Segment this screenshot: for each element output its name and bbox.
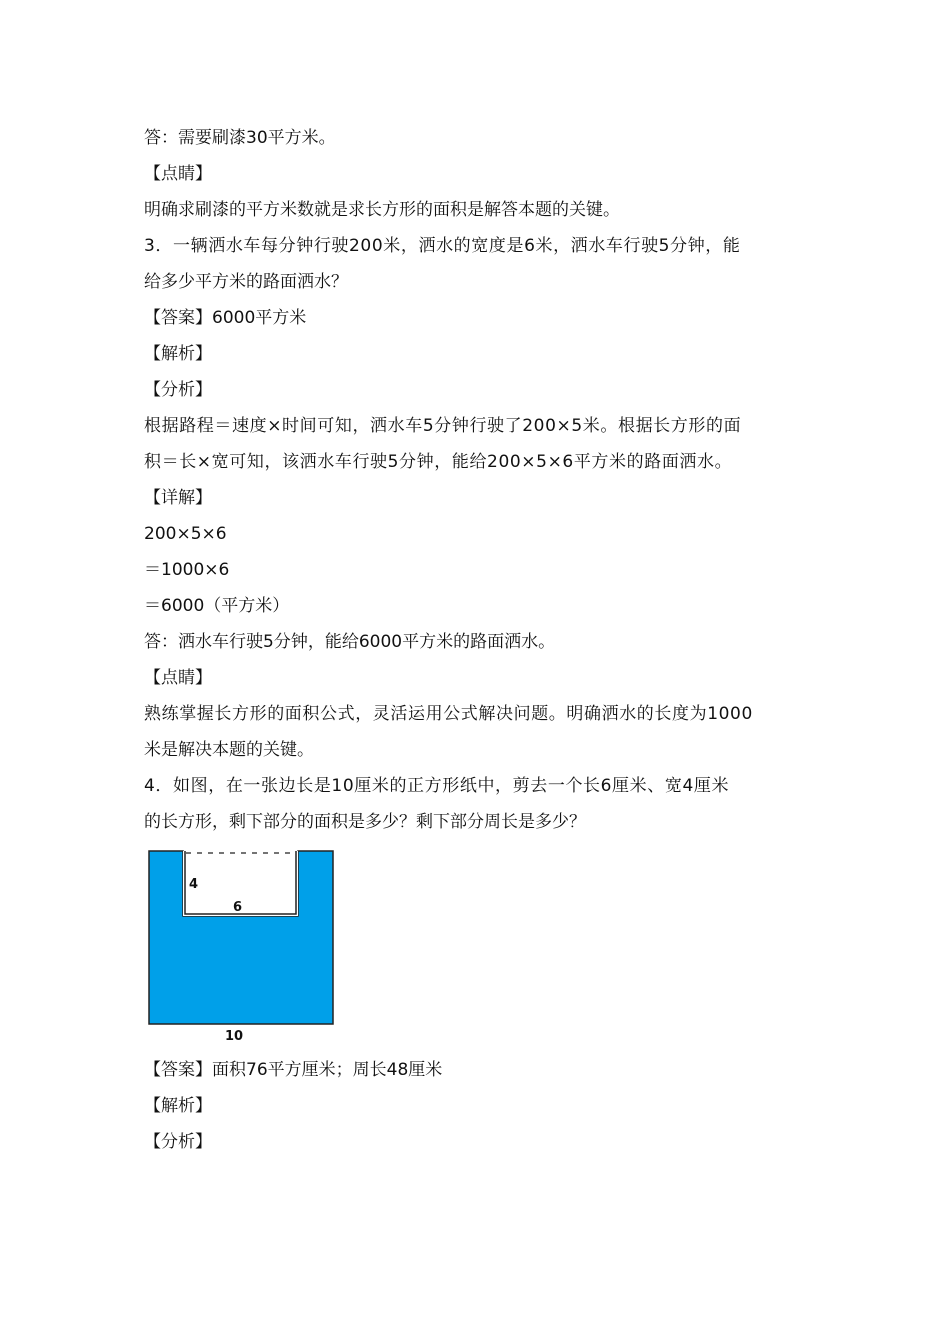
calc-step-1: 200×5×6 xyxy=(144,524,227,544)
calc-step-2: ＝1000×6 xyxy=(144,560,230,580)
answer-line-q3: 答：洒水车行驶5分钟，能给6000平方米的路面洒水。 xyxy=(144,632,556,652)
square-cutout-figure xyxy=(146,848,340,1044)
answer-q3: 【答案】6000平方米 xyxy=(144,308,307,328)
question-4-line-2: 的长方形，剩下部分的面积是多少？剩下部分周长是多少？ xyxy=(144,812,586,832)
section-explanation: 【解析】 xyxy=(144,344,212,364)
section-highlight: 【点睛】 xyxy=(144,164,212,184)
question-4-line-1: 4．如图，在一张边长是10厘米的正方形纸中，剪去一个长6厘米、宽4厘米 xyxy=(144,776,730,796)
figure-svg xyxy=(146,848,340,1044)
label-length-6: 6 xyxy=(233,900,243,915)
highlight-text: 明确求刷漆的平方米数就是求长方形的面积是解答本题的关键。 xyxy=(144,200,620,220)
calc-step-3: ＝6000（平方米） xyxy=(144,596,290,616)
label-height-4: 4 xyxy=(189,877,199,892)
section-analysis: 【分析】 xyxy=(144,380,212,400)
question-3-line-1: 3．一辆洒水车每分钟行驶200米，洒水的宽度是6米，洒水车行驶5分钟，能 xyxy=(144,236,741,256)
analysis-line-2: 积＝长×宽可知，该洒水车行驶5分钟，能给200×5×6平方米的路面洒水。 xyxy=(144,452,733,472)
highlight-text-2-line-2: 米是解决本题的关键。 xyxy=(144,740,314,760)
section-explanation-q4: 【解析】 xyxy=(144,1096,212,1116)
label-side-10: 10 xyxy=(225,1029,244,1044)
section-detail: 【详解】 xyxy=(144,488,212,508)
highlight-text-2-line-1: 熟练掌握长方形的面积公式，灵活运用公式解决问题。明确洒水的长度为1000 xyxy=(144,704,753,724)
answer-line-q2: 答：需要刷漆30平方米。 xyxy=(144,128,336,148)
analysis-line-1: 根据路程＝速度×时间可知，洒水车5分钟行驶了200×5米。根据长方形的面 xyxy=(144,416,742,436)
answer-q4: 【答案】面积76平方厘米；周长48厘米 xyxy=(144,1060,443,1080)
section-analysis-q4: 【分析】 xyxy=(144,1132,212,1152)
question-3-line-2: 给多少平方米的路面洒水？ xyxy=(144,272,348,292)
section-highlight-2: 【点睛】 xyxy=(144,668,212,688)
